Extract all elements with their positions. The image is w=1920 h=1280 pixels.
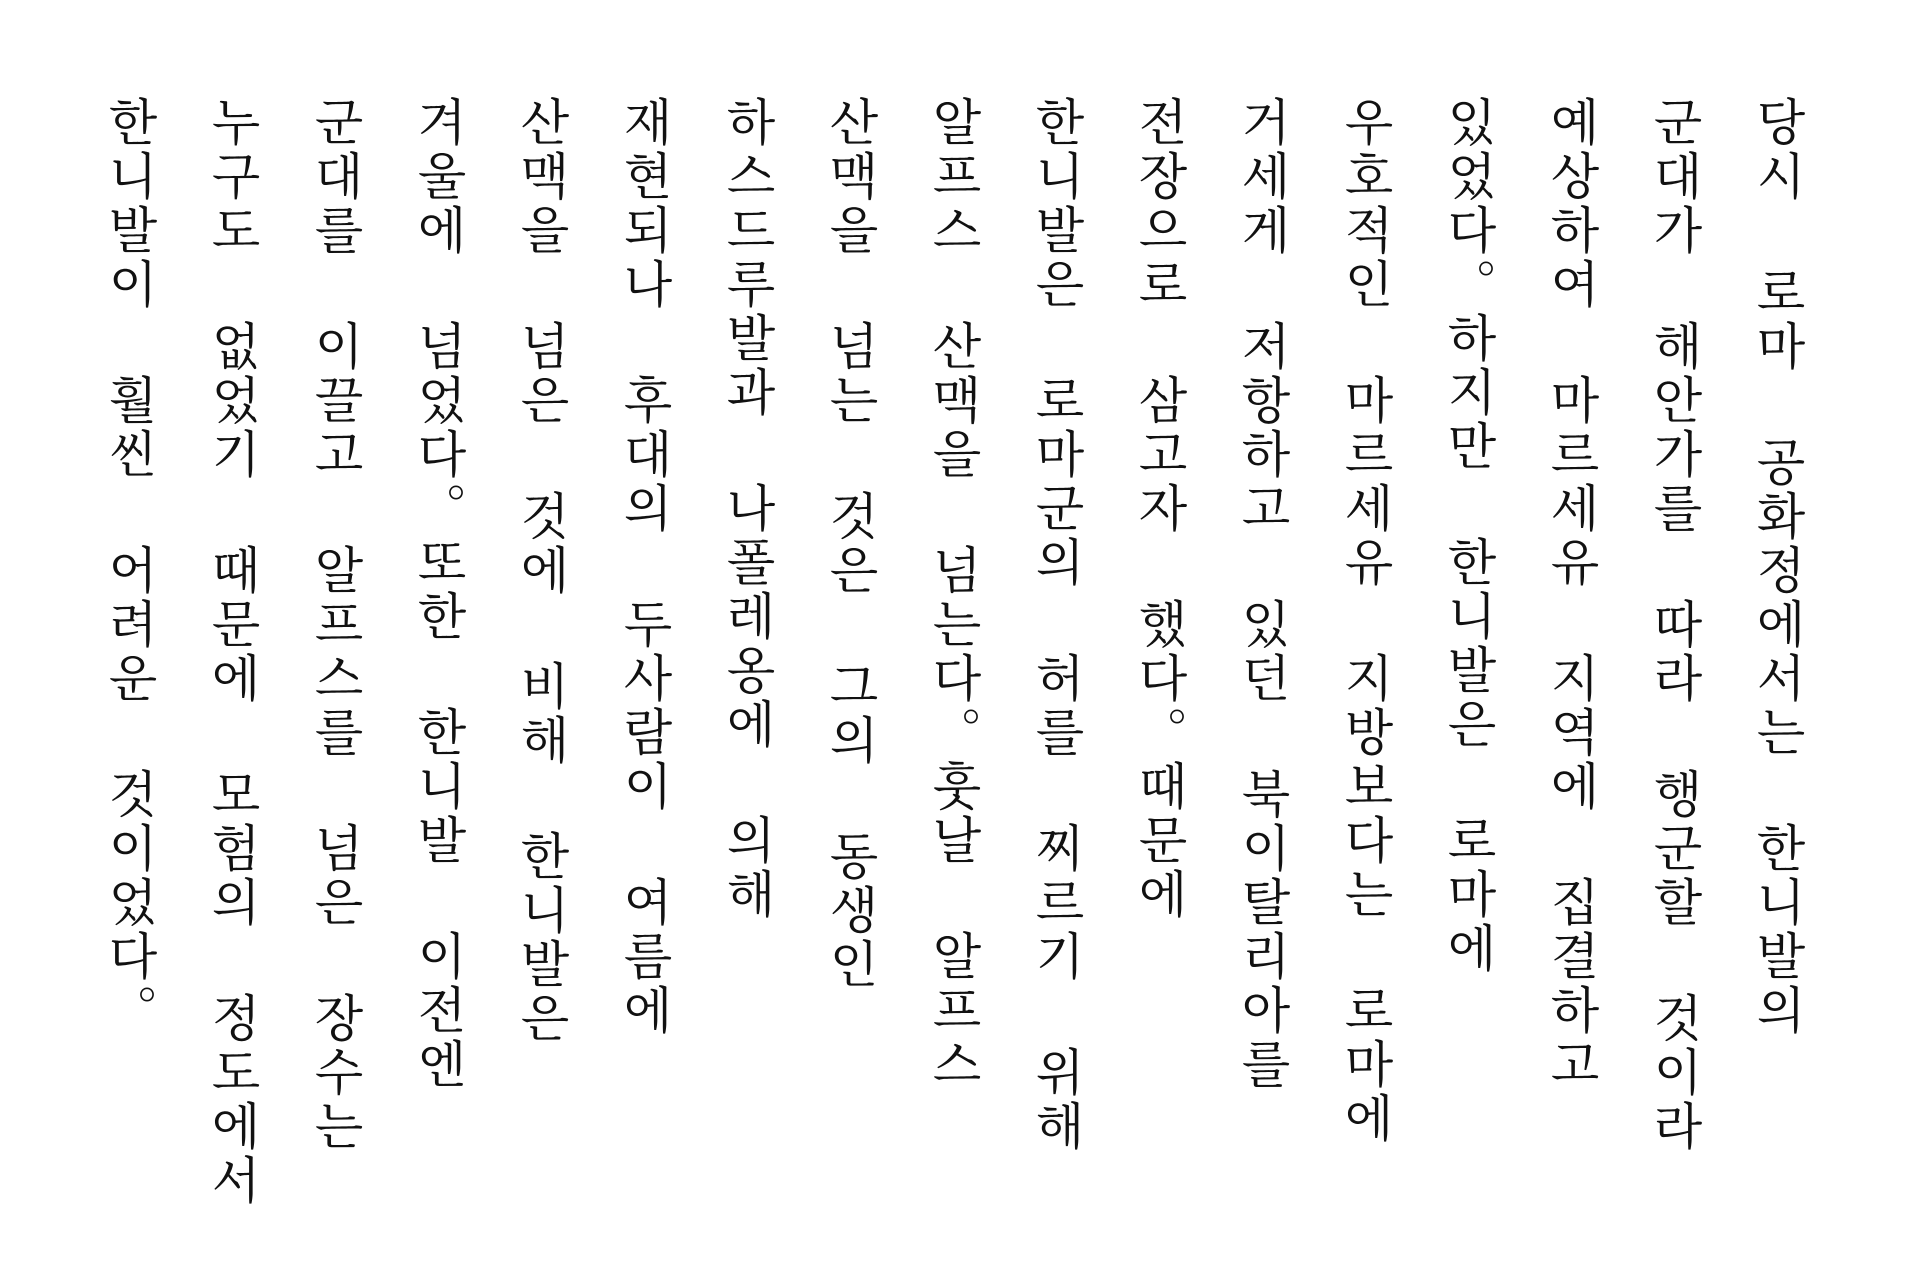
vertical-text-body bbox=[77, 96, 1828, 1216]
text-line: 알프스 산맥을 넘는다。훗날 알프스 bbox=[924, 96, 982, 1092]
text-line: 거세게 저항하고 있던 북이탈리아를 bbox=[1233, 96, 1291, 1092]
text-line: 겨울에 넘었다。또한 한니발 이전엔 bbox=[409, 96, 467, 1092]
text-line: 우호적인 마르세유 지방보다는 로마에 bbox=[1336, 96, 1394, 1146]
text-line: 당시 로마 공화정에서는 한니발의 bbox=[1748, 96, 1806, 1038]
text-line: 누구도 없었기 때문에 모험의 정도에서 bbox=[203, 96, 261, 1208]
text-line: 한니발이 훨씬 어려운 것이었다。 bbox=[100, 96, 158, 1038]
text-line: 군대가 해안가를 따라 행군할 것이라 bbox=[1645, 96, 1703, 1154]
text-line: 한니발은 로마군의 허를 찌르기 위해 bbox=[1027, 96, 1085, 1154]
text-line: 전장으로 삼고자 했다。때문에 bbox=[1130, 96, 1188, 922]
text-line: 있었다。하지만 한니발은 로마에 bbox=[1439, 96, 1497, 976]
text-line: 군대를 이끌고 알프스를 넘은 장수는 bbox=[306, 96, 364, 1154]
text-line: 예상하여 마르세유 지역에 집결하고 bbox=[1542, 96, 1600, 1092]
text-line: 하스드루발과 나폴레옹에 의해 bbox=[718, 96, 776, 922]
text-line: 산맥을 넘은 것에 비해 한니발은 bbox=[512, 96, 570, 1046]
text-line: 산맥을 넘는 것은 그의 동생인 bbox=[821, 96, 879, 992]
text-line: 재현되나 후대의 두사람이 여름에 bbox=[615, 96, 673, 1038]
